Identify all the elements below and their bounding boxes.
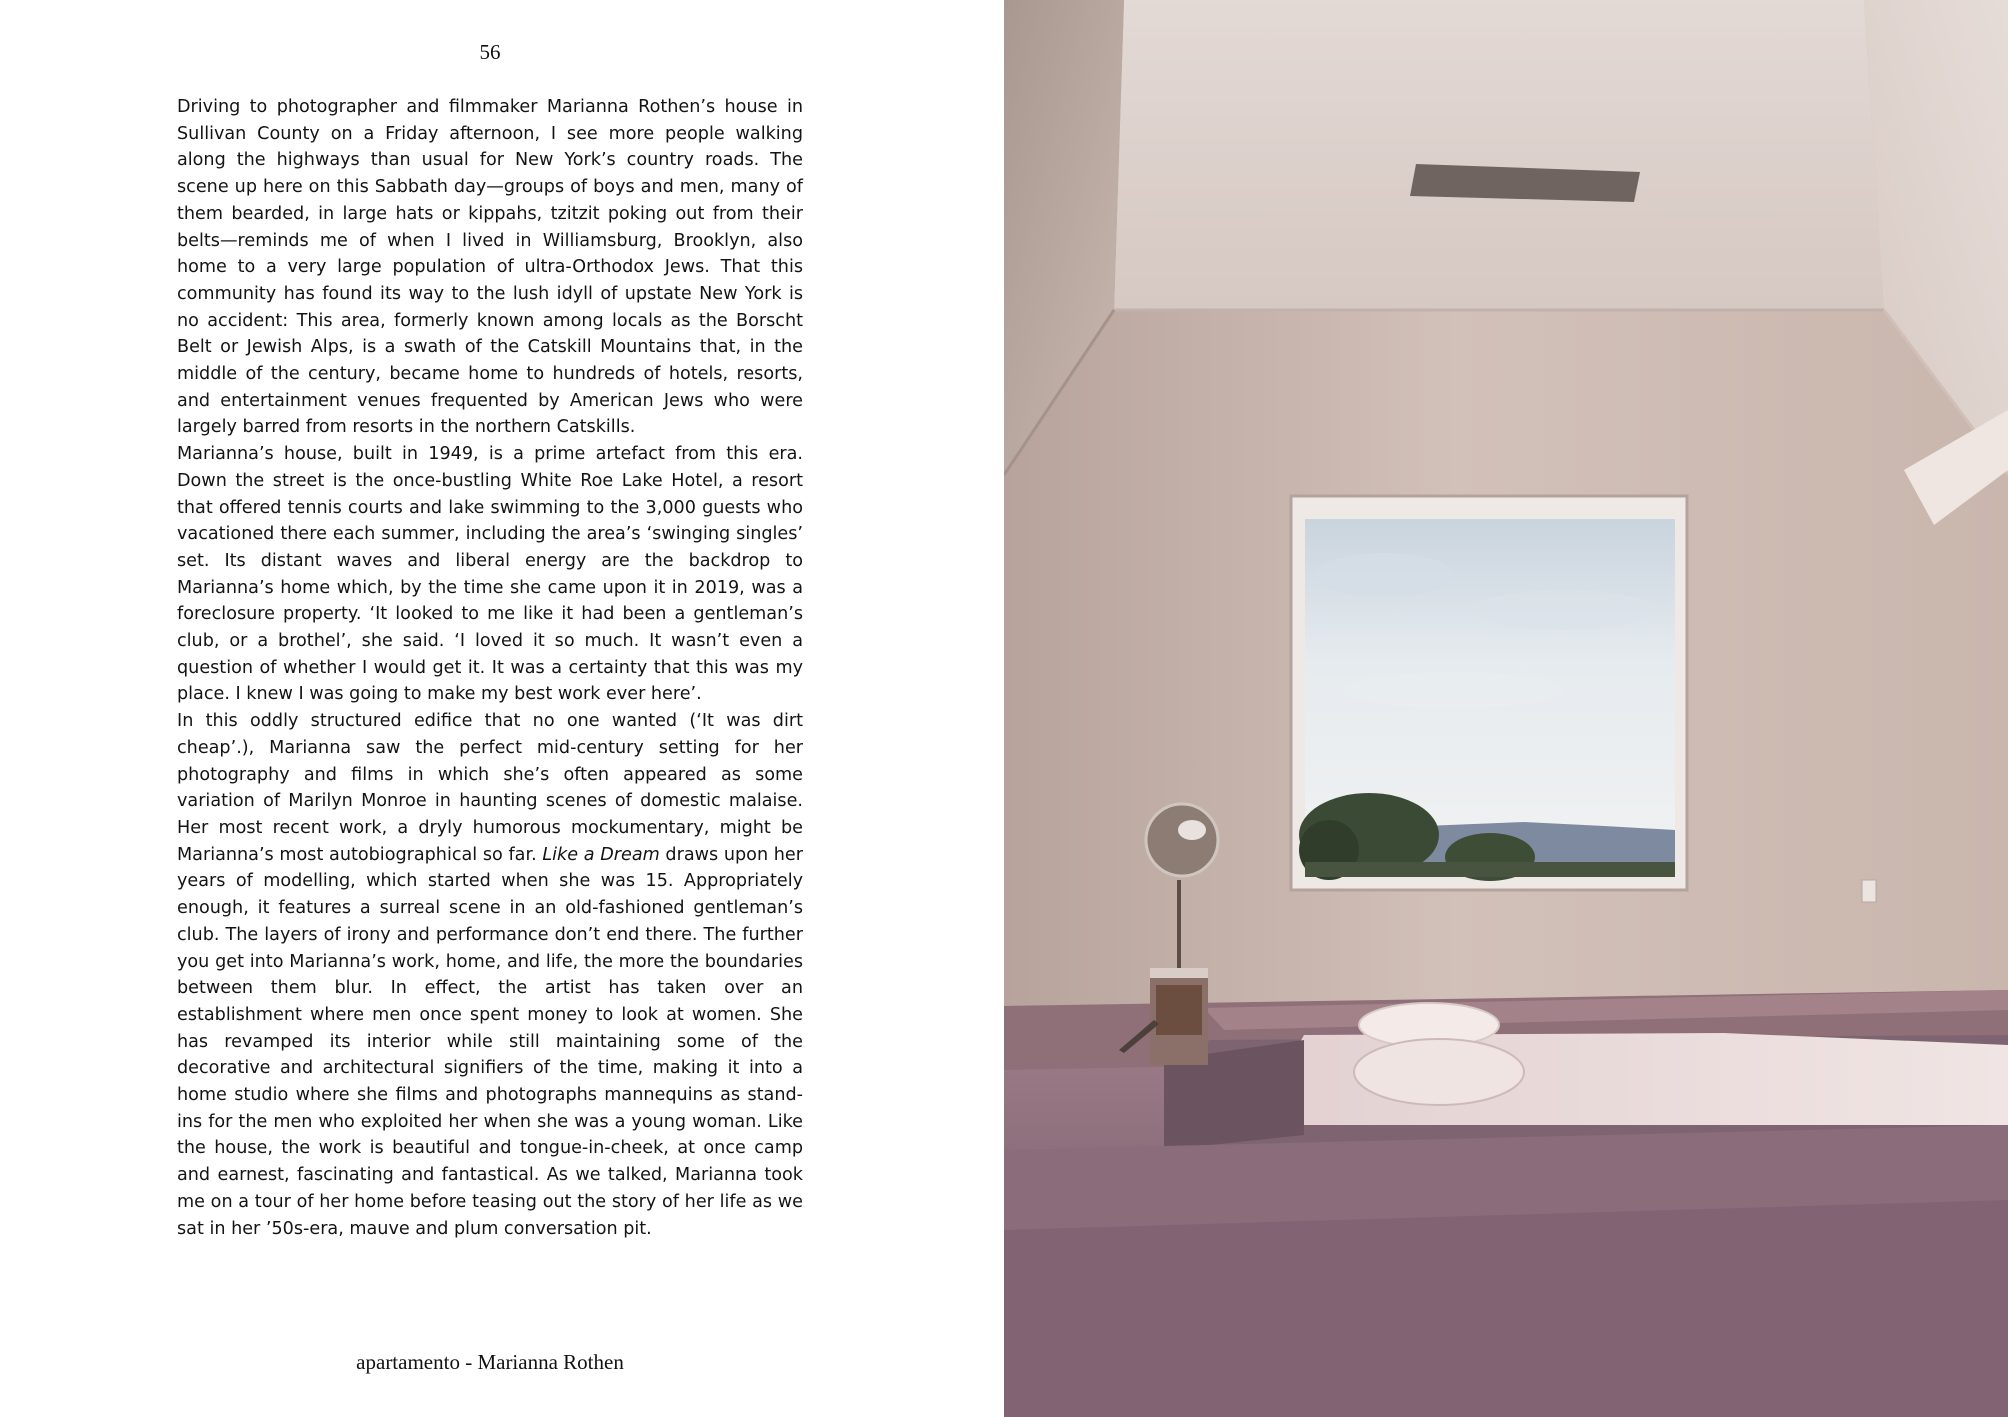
running-footer: apartamento - Marianna Rothen: [356, 1350, 624, 1374]
paragraph-1: Driving to photographer and filmmaker Marianna Rothen’s house in Sullivan County on a Friday afternoon, I see more people walking along the highways than usual for New York’s country roads. The scene up here on this Sabbath day—groups of boys and men, many of them bearded, in large hats or kippahs, tzitzit poking out from their belts—reminds me of when I lived in Williamsburg, Brooklyn, also home to a very large population of ultra-Orthodox Jews. That this community has found its way to the lush idyll of upstate New York is no accident: This area, formerly known among locals as the Borscht Belt or Jewish Alps, is a swath of the Catskill Mountains that, in the middle of the century, became home to hundreds of hotels, resorts, and entertainment venues frequented by American Jews who were largely barred from resorts in the northern Catskills.: [177, 97, 803, 438]
photo-illustration: [1004, 0, 2008, 1417]
paragraph-3: [177, 708, 803, 1242]
paragraph-3-after: draws upon her years of modelling, which started when she was 15. Appropriately enough, it features a surreal scene in an old-fashioned gentleman’s club. The layers of irony and performance don’t end there. The further you get into Marianna’s work, home, and life, the more the boundaries between them blur. In effect, the artist has taken over an establishment where men once spent money to look at women. She has revamped its interior while still maintaining some of the decorative and architectural signifiers of the time, making it into a home studio where she films and photographs mannequins as stand-ins for the men who exploited her when she was a young woman. Like the house, the work is beautiful and tongue-in-cheek, at once camp and earnest, fascinating and fantastical. As we talked, Marianna took me on a tour of her home before teasing out the story of her life as we sat in her ’50s-era, mauve and plum conversation pit.: [177, 844, 803, 1239]
attic-bedroom-photo: [1004, 0, 2008, 1417]
page-number: 56: [479, 40, 501, 64]
pillow-bottom: [1354, 1039, 1524, 1105]
film-title: Like a Dream: [542, 844, 660, 865]
paragraph-2: Marianna’s house, built in 1949, is a prime artefact from this era. Down the street is the once-bustling White Roe Lake Hotel, a resort that offered tennis courts and lake swimming to the 3,000 guests who vacationed there each summer, including the area’s ‘swinging singles’ set. Its distant waves and liberal energy are the backdrop to Marianna’s home which, by the time she came upon it in 2019, was a foreclosure property. ‘It looked to me like it had been a gentleman’s club, or a brothel’, she said. ‘I loved it so much. It wasn’t even a question of whether I would get it. It was a certainty that this was my place. I knew I was going to make my best work ever here’.: [177, 444, 803, 705]
paragraph-3-before: In this oddly structured edifice that no one wanted (‘It was dirt cheap’.), Marianna saw the perfect mid-century setting for her photography and films in which she’s often appeared as some variation of Marilyn Monroe in haunting scenes of domestic malaise. Her most recent work, a dryly humorous mockumentary, might be Marianna’s most autobiographical so far.: [177, 711, 803, 865]
lamp-globe: [1146, 804, 1218, 876]
article-body: [177, 94, 803, 1242]
